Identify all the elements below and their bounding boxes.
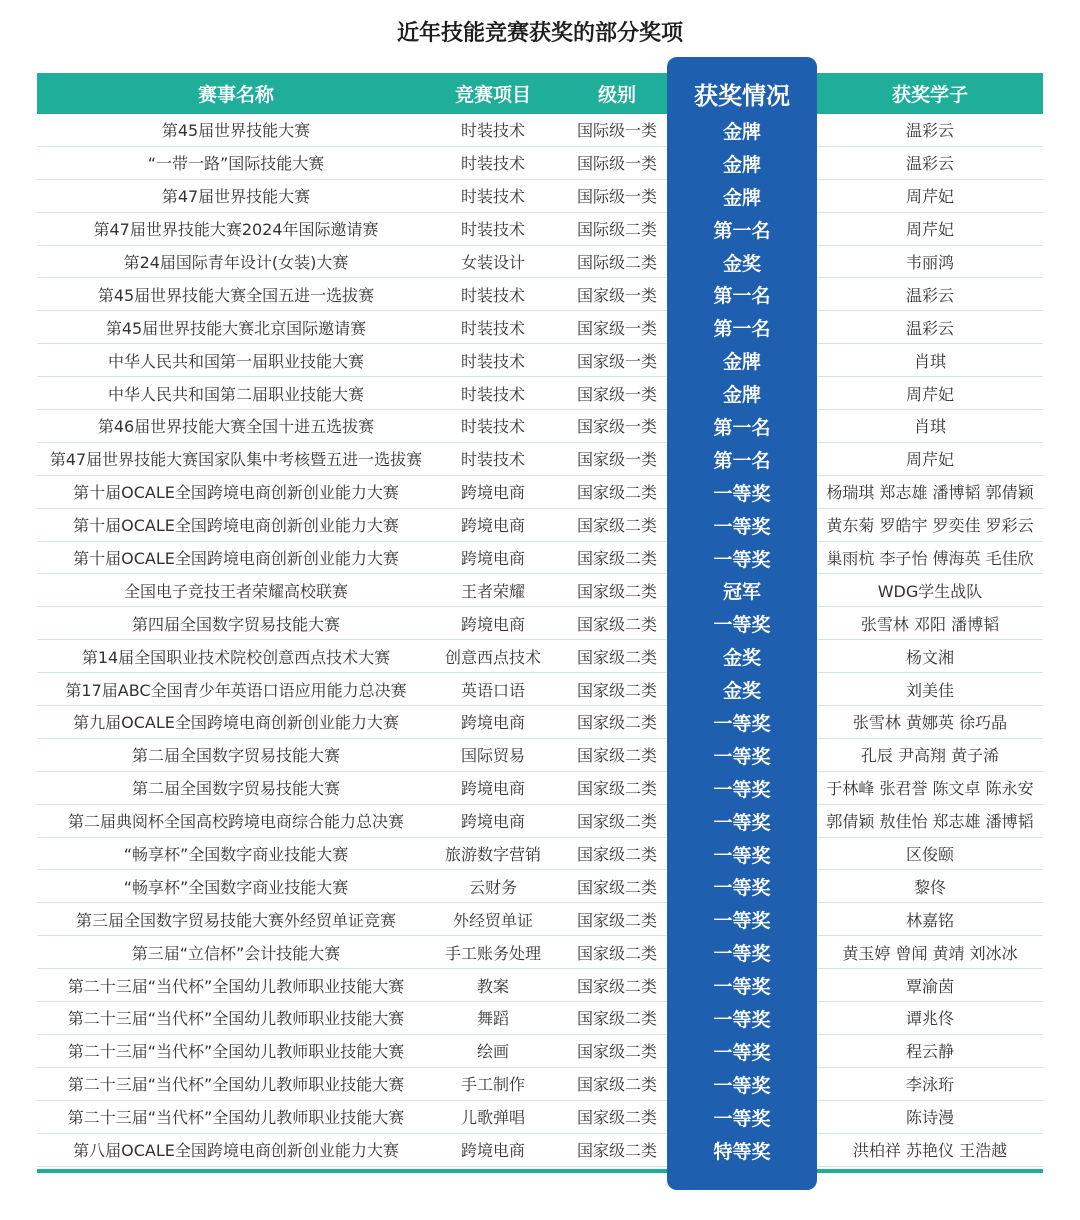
event-name-cell: 第二届全国数字贸易技能大赛 — [131, 779, 340, 799]
students-cell: 林嘉铭 — [905, 910, 954, 930]
project-cell: 舞蹈 — [476, 1009, 509, 1029]
project-cell: 跨境电商 — [460, 516, 525, 536]
event-name-cell: 第46届世界技能大赛全国十进五选拔赛 — [97, 417, 375, 437]
table-row — [37, 344, 1043, 377]
table-row — [37, 246, 1043, 279]
award-cell: 一等奖 — [713, 811, 771, 834]
award-cell: 一等奖 — [713, 844, 771, 867]
level-cell: 国家级二类 — [576, 647, 657, 667]
table-row — [37, 1101, 1043, 1134]
project-cell: 时装技术 — [460, 285, 525, 305]
header-students: 获奖学子 — [891, 84, 968, 106]
table-row — [37, 1035, 1043, 1068]
table-row — [37, 969, 1043, 1002]
students-cell: 张雪林 黄娜英 徐巧晶 — [852, 713, 1008, 733]
level-cell: 国家级二类 — [576, 614, 657, 634]
award-cell: 冠军 — [722, 581, 761, 604]
students-cell: 区俊颐 — [905, 845, 954, 865]
table-body — [37, 114, 1043, 1167]
table-row — [37, 903, 1043, 936]
students-cell: 于林峰 张君誉 陈文卓 陈永安 — [826, 779, 1034, 799]
event-name-cell: 第47届世界技能大赛2024年国际邀请赛 — [93, 220, 379, 240]
award-cell: 一等奖 — [713, 614, 771, 637]
table-row — [37, 377, 1043, 410]
event-name-cell: 第九届OCALE全国跨境电商创新创业能力大赛 — [73, 713, 399, 733]
award-cell: 一等奖 — [713, 515, 771, 538]
level-cell: 国家级一类 — [576, 417, 657, 437]
students-cell: 陈诗漫 — [905, 1108, 954, 1128]
event-name-cell: 第三届全国数字贸易技能大赛外经贸单证竞赛 — [75, 910, 396, 930]
table-row — [37, 213, 1043, 246]
table-row — [37, 936, 1043, 969]
award-cell: 一等奖 — [713, 1074, 771, 1097]
level-cell: 国家级二类 — [576, 713, 657, 733]
project-cell: 时装技术 — [460, 384, 525, 404]
level-cell: 国家级二类 — [576, 680, 657, 700]
event-name-cell: 第十届OCALE全国跨境电商创新创业能力大赛 — [73, 483, 399, 503]
students-cell: 洪柏祥 苏艳仪 王浩越 — [852, 1141, 1008, 1161]
project-cell: 跨境电商 — [460, 713, 525, 733]
project-cell: 女装设计 — [460, 253, 525, 272]
project-cell: 绘画 — [476, 1042, 509, 1062]
event-name-cell: 第二十三届“当代杯”全国幼儿教师职业技能大赛 — [67, 1108, 405, 1128]
award-cell: 特等奖 — [713, 1140, 771, 1163]
event-name-cell: 第十届OCALE全国跨境电商创新创业能力大赛 — [73, 516, 399, 536]
level-cell: 国家级二类 — [576, 516, 657, 536]
level-cell: 国际级二类 — [576, 220, 657, 240]
project-cell: 时装技术 — [460, 318, 525, 338]
project-cell: 国际贸易 — [460, 746, 525, 766]
table-row — [37, 1002, 1043, 1035]
level-cell: 国家级一类 — [576, 351, 657, 371]
award-cell: 第一名 — [713, 219, 771, 242]
level-cell: 国际级一类 — [576, 121, 657, 141]
table-row — [37, 870, 1043, 903]
award-cell: 金奖 — [722, 680, 761, 703]
event-name-cell: 第三届“立信杯”会计技能大赛 — [131, 943, 341, 963]
header-award: 获奖情况 — [694, 82, 790, 110]
students-cell: 程云静 — [905, 1042, 954, 1062]
award-cell: 一等奖 — [713, 910, 771, 933]
project-cell: 英语口语 — [460, 680, 525, 700]
award-cell: 金牌 — [722, 120, 761, 143]
students-cell: 周芹妃 — [905, 187, 954, 207]
event-name-cell: “畅享杯”全国数字商业技能大赛 — [123, 877, 349, 897]
award-cell: 一等奖 — [713, 877, 771, 900]
award-cell: 一等奖 — [713, 548, 771, 571]
level-cell: 国家级二类 — [576, 1042, 657, 1062]
level-cell: 国家级二类 — [576, 812, 657, 832]
level-cell: 国家级一类 — [576, 384, 657, 404]
event-name-cell: “畅享杯”全国数字商业技能大赛 — [123, 845, 349, 865]
level-cell: 国家级一类 — [576, 285, 657, 305]
level-cell: 国家级二类 — [576, 549, 657, 569]
event-name-cell: 第24届国际青年设计(女装)大赛 — [123, 253, 349, 272]
project-cell: 跨境电商 — [460, 549, 525, 569]
project-cell: 跨境电商 — [460, 483, 525, 503]
table-row — [37, 772, 1043, 805]
level-cell: 国际级一类 — [576, 187, 657, 207]
students-cell: 覃渝茵 — [905, 976, 954, 996]
table-row — [37, 311, 1043, 344]
table-row — [37, 640, 1043, 673]
level-cell: 国家级二类 — [576, 1108, 657, 1128]
event-name-cell: 第二届典阅杯全国高校跨境电商综合能力总决赛 — [67, 812, 404, 832]
award-cell: 金牌 — [722, 351, 761, 374]
table-row — [37, 278, 1043, 311]
event-name-cell: 第八届OCALE全国跨境电商创新创业能力大赛 — [73, 1141, 399, 1161]
award-cell: 金牌 — [722, 186, 761, 209]
award-cell: 第一名 — [713, 449, 771, 472]
award-cell: 一等奖 — [713, 1008, 771, 1031]
project-cell: 手工账务处理 — [444, 943, 541, 963]
level-cell: 国家级二类 — [576, 845, 657, 865]
students-cell: 温彩云 — [905, 154, 954, 174]
project-cell: 时装技术 — [460, 154, 525, 174]
header-event-name: 赛事名称 — [197, 84, 274, 106]
table-row — [37, 542, 1043, 575]
table-row — [37, 607, 1043, 640]
table-row — [37, 673, 1043, 706]
project-cell: 跨境电商 — [460, 614, 525, 634]
level-cell: 国家级二类 — [576, 976, 657, 996]
project-cell: 时装技术 — [460, 187, 525, 207]
award-cell: 金牌 — [722, 384, 761, 407]
table-row — [37, 476, 1043, 509]
event-name-cell: 第二十三届“当代杯”全国幼儿教师职业技能大赛 — [67, 1075, 405, 1095]
table-row — [37, 147, 1043, 180]
table-row — [37, 739, 1043, 772]
award-cell: 金牌 — [722, 153, 761, 176]
award-cell: 第一名 — [713, 285, 771, 308]
event-name-cell: 第47届世界技能大赛国家队集中考核暨五进一选拔赛 — [49, 450, 423, 470]
award-column-body — [667, 114, 817, 1167]
award-cell: 一等奖 — [713, 943, 771, 966]
level-cell: 国家级一类 — [576, 318, 657, 338]
level-cell: 国家级二类 — [576, 1075, 657, 1095]
level-cell: 国家级二类 — [576, 877, 657, 897]
project-cell: 时装技术 — [460, 220, 525, 240]
level-cell: 国家级二类 — [576, 910, 657, 930]
project-cell: 儿歌弹唱 — [460, 1108, 525, 1128]
event-name-cell: 第45届世界技能大赛全国五进一选拔赛 — [97, 285, 375, 305]
award-cell: 一等奖 — [713, 1041, 771, 1064]
table-header — [37, 73, 1043, 114]
event-name-cell: 中华人民共和国第二届职业技能大赛 — [107, 384, 364, 404]
students-cell: 刘美佳 — [905, 680, 954, 700]
project-cell: 时装技术 — [460, 351, 525, 371]
students-cell: 黎佟 — [913, 877, 946, 897]
event-name-cell: 全国电子竞技王者荣耀高校联赛 — [123, 581, 348, 601]
event-name-cell: 第17届ABC全国青少年英语口语应用能力总决赛 — [65, 680, 407, 700]
students-cell: 周芹妃 — [905, 384, 954, 404]
students-cell: 黄东菊 罗皓宇 罗奕佳 罗彩云 — [826, 516, 1034, 536]
table-row — [37, 1134, 1043, 1167]
table-row — [37, 706, 1043, 739]
level-cell: 国家级二类 — [576, 581, 657, 601]
students-cell: 温彩云 — [905, 121, 954, 141]
award-cell: 一等奖 — [713, 745, 771, 768]
event-name-cell: 第二十三届“当代杯”全国幼儿教师职业技能大赛 — [67, 976, 405, 996]
table-row — [37, 509, 1043, 542]
project-cell: 手工制作 — [460, 1075, 525, 1095]
award-cell: 金奖 — [722, 647, 761, 670]
project-cell: 跨境电商 — [460, 812, 525, 832]
event-name-cell: 第十届OCALE全国跨境电商创新创业能力大赛 — [73, 549, 399, 569]
table-row — [37, 1068, 1043, 1101]
award-cell: 一等奖 — [713, 778, 771, 801]
project-cell: 教案 — [476, 976, 509, 996]
event-name-cell: 第二届全国数字贸易技能大赛 — [131, 746, 340, 766]
table-row — [37, 838, 1043, 871]
students-cell: 巢雨杭 李子怡 傅海英 毛佳欣 — [826, 549, 1034, 569]
students-cell: 周芹妃 — [905, 450, 954, 470]
table-row — [37, 410, 1043, 443]
event-name-cell: 第45届世界技能大赛北京国际邀请赛 — [105, 318, 367, 338]
level-cell: 国家级二类 — [576, 1009, 657, 1029]
students-cell: 李泳珩 — [905, 1075, 954, 1095]
table-row — [37, 443, 1043, 476]
students-cell: 谭兆佟 — [905, 1009, 954, 1029]
students-cell: 温彩云 — [905, 285, 954, 305]
event-name-cell: 第二十三届“当代杯”全国幼儿教师职业技能大赛 — [67, 1009, 405, 1029]
level-cell: 国家级二类 — [576, 1141, 657, 1161]
table-row — [37, 180, 1043, 213]
level-cell: 国家级二类 — [576, 943, 657, 963]
project-cell: 王者荣耀 — [460, 581, 525, 601]
project-cell: 创意西点技术 — [444, 647, 541, 667]
project-cell: 云财务 — [468, 877, 517, 897]
table-row — [37, 574, 1043, 607]
table-bottom-rule — [37, 1169, 1043, 1173]
header-level: 级别 — [597, 84, 636, 106]
event-name-cell: 第四届全国数字贸易技能大赛 — [131, 614, 340, 634]
event-name-cell: 第47届世界技能大赛 — [161, 187, 311, 207]
students-cell: 肖琪 — [913, 351, 946, 371]
project-cell: 跨境电商 — [460, 779, 525, 799]
students-cell: 肖琪 — [913, 417, 946, 437]
table-row — [37, 805, 1043, 838]
level-cell: 国际级二类 — [576, 253, 657, 272]
students-cell: 孔辰 尹高翔 黄子浠 — [860, 746, 1000, 766]
students-cell: 黄玉婷 曾闻 黄靖 刘冰冰 — [842, 943, 1018, 963]
award-cell: 第一名 — [713, 416, 771, 439]
project-cell: 时装技术 — [460, 450, 525, 470]
event-name-cell: 中华人民共和国第一届职业技能大赛 — [107, 351, 364, 371]
level-cell: 国家级二类 — [576, 746, 657, 766]
project-cell: 跨境电商 — [460, 1141, 525, 1161]
level-cell: 国家级二类 — [576, 779, 657, 799]
award-cell: 一等奖 — [713, 976, 771, 999]
event-name-cell: 第二十三届“当代杯”全国幼儿教师职业技能大赛 — [67, 1042, 405, 1062]
students-cell: 温彩云 — [905, 318, 954, 338]
level-cell: 国际级一类 — [576, 154, 657, 174]
students-cell: WDG学生战队 — [877, 581, 983, 601]
header-project: 竞赛项目 — [454, 84, 531, 106]
students-cell: 韦丽鸿 — [905, 253, 954, 272]
students-cell: 周芹妃 — [905, 220, 954, 240]
students-cell: 郭倩颖 敖佳怡 郑志雄 潘博韬 — [826, 812, 1034, 832]
page-title: 近年技能竞赛获奖的部分奖项 — [396, 21, 683, 46]
students-cell: 杨文湘 — [905, 647, 954, 667]
event-name-cell: “一带一路”国际技能大赛 — [147, 154, 325, 174]
event-name-cell: 第45届世界技能大赛 — [161, 121, 311, 141]
students-cell: 杨瑞琪 郑志雄 潘博韬 郭倩颖 — [826, 483, 1034, 503]
level-cell: 国家级一类 — [576, 450, 657, 470]
award-cell: 一等奖 — [713, 482, 771, 505]
award-cell: 第一名 — [713, 318, 771, 341]
event-name-cell: 第14届全国职业技术院校创意西点技术大赛 — [81, 647, 391, 667]
award-cell: 一等奖 — [713, 712, 771, 735]
project-cell: 外经贸单证 — [452, 910, 533, 930]
project-cell: 旅游数字营销 — [444, 845, 541, 865]
award-cell: 一等奖 — [713, 1107, 771, 1130]
table-row — [37, 114, 1043, 147]
students-cell: 张雪林 邓阳 潘博韬 — [860, 614, 1000, 634]
project-cell: 时装技术 — [460, 417, 525, 437]
project-cell: 时装技术 — [460, 121, 525, 141]
award-cell: 金奖 — [722, 252, 761, 275]
level-cell: 国家级二类 — [576, 483, 657, 503]
